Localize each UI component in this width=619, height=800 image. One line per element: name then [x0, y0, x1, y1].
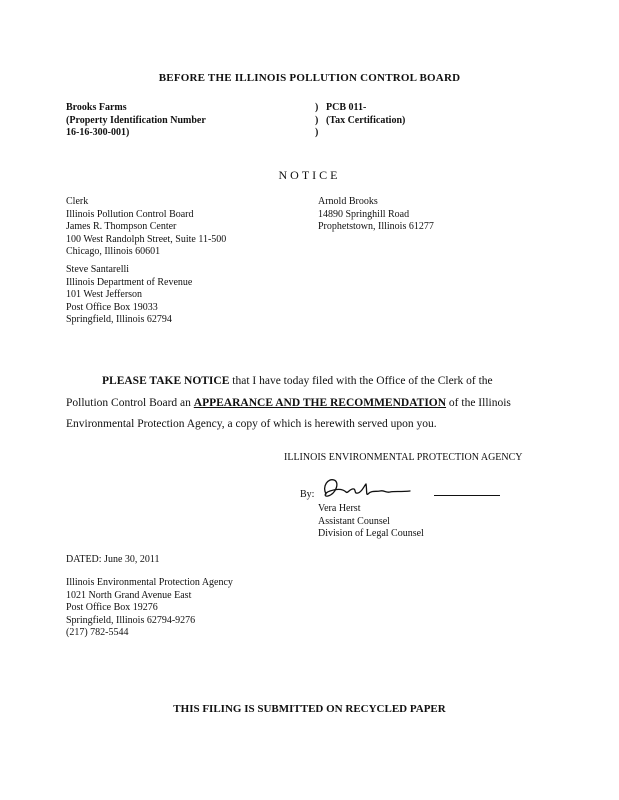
notice-text: of the Illinois	[446, 397, 511, 409]
caption-mid	[315, 102, 318, 140]
caption-right	[326, 102, 405, 127]
agency-address	[66, 577, 233, 640]
notice-line-3: Environmental Protection Agency, a copy of which is herewith served upon you.	[66, 418, 437, 430]
notice-line-2	[66, 397, 511, 409]
case-number: PCB 011-	[326, 102, 367, 113]
notice-line-1	[102, 375, 493, 387]
caption-pin-number: 16-16-300-001)	[66, 127, 130, 138]
case-type: (Tax Certification)	[326, 114, 406, 126]
recipient-revenue	[66, 264, 192, 327]
agency-name: ILLINOIS ENVIRONMENTAL PROTECTION AGENCY	[284, 452, 523, 463]
address-line: Arnold Brooks	[318, 196, 378, 207]
notice-text: Pollution Control Board an	[66, 397, 194, 409]
caption-paren: )	[315, 102, 319, 113]
notice-lead: PLEASE TAKE NOTICE	[102, 375, 230, 387]
address-line: Post Office Box 19033	[66, 301, 158, 313]
caption-left	[66, 102, 206, 140]
signature-line	[434, 495, 500, 496]
by-label: By:	[300, 489, 315, 500]
address-line: Illinois Environmental Protection Agency	[66, 577, 233, 588]
recycled-paper-footer: THIS FILING IS SUBMITTED ON RECYCLED PAPER	[173, 703, 446, 715]
notice-heading: NOTICE	[278, 168, 341, 182]
notice-text: that I have today filed with the Office of the Clerk of the	[229, 375, 493, 387]
address-line: Chicago, Illinois 60601	[66, 246, 161, 257]
address-line: Steve Santarelli	[66, 264, 130, 275]
signer-name: Vera Herst	[318, 503, 361, 514]
caption-pin-line: (Property Identification Number	[66, 114, 206, 126]
address-line: Springfield, Illinois 62794-9276	[66, 614, 196, 626]
address-line: 14890 Springhill Road	[318, 208, 410, 220]
address-line: James R. Thompson Center	[66, 221, 177, 232]
recipient-clerk	[66, 196, 226, 259]
signer-block	[318, 503, 424, 541]
phone-number: (217) 782-5544	[66, 627, 129, 638]
address-line: Post Office Box 19276	[66, 602, 158, 613]
filing-title: APPEARANCE AND THE RECOMMENDATION	[193, 397, 447, 409]
address-line: 101 West Jefferson	[66, 289, 143, 300]
address-line: 1021 North Grand Avenue East	[66, 589, 192, 601]
caption-paren: )	[315, 127, 319, 138]
address-line: Illinois Department of Revenue	[66, 276, 193, 288]
address-line: Illinois Pollution Control Board	[66, 208, 194, 220]
signer-division: Division of Legal Counsel	[318, 528, 424, 539]
recipient-party	[318, 196, 434, 234]
caption-paren: )	[315, 114, 319, 126]
address-line: Clerk	[66, 196, 89, 207]
address-line: Prophetstown, Illinois 61277	[318, 221, 434, 232]
signature-image	[318, 474, 438, 504]
address-line: Springfield, Illinois 62794	[66, 314, 172, 325]
address-line: 100 West Randolph Street, Suite 11-500	[66, 233, 227, 245]
signer-title: Assistant Counsel	[318, 515, 390, 527]
document-title: BEFORE THE ILLINOIS POLLUTION CONTROL BOARD	[158, 72, 461, 84]
dated-line: DATED: June 30, 2011	[66, 554, 160, 565]
caption-party-name: Brooks Farms	[66, 102, 127, 113]
